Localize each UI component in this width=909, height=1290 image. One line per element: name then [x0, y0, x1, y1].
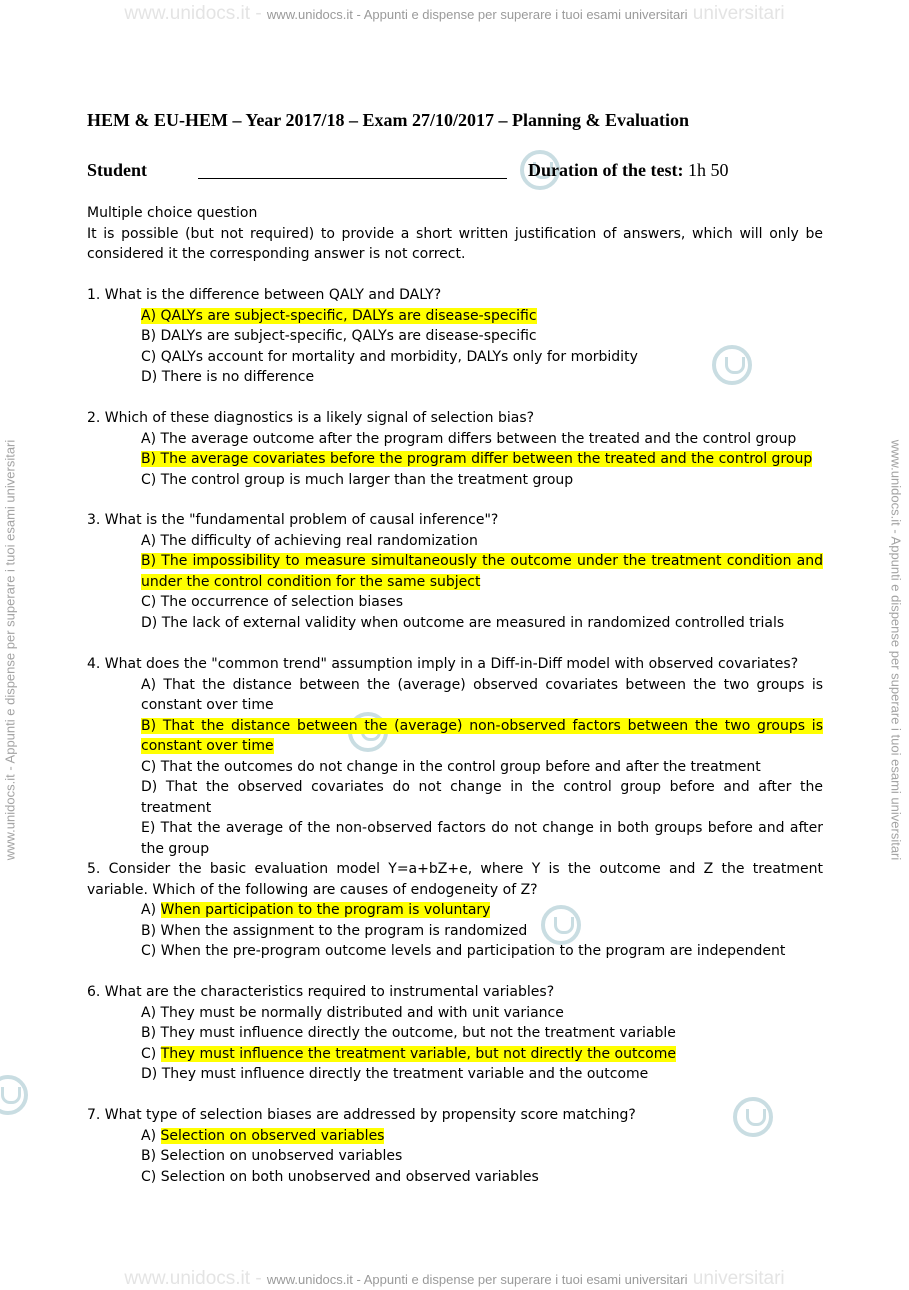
option-text: That the outcomes do not change in the control group before and after the treatment — [160, 758, 761, 775]
option-b[interactable] — [87, 449, 823, 470]
option-letter: B) — [141, 922, 161, 939]
option-text: That the distance between the (average) non-observed factors between the two groups is constant over time — [141, 717, 823, 754]
question-text: 1. What is the difference between QALY and DALY? — [87, 287, 442, 303]
question-text: 3. What is the "fundamental problem of causal inference"? — [87, 512, 499, 528]
option-text: That the average of the non-observed factors do not change in both groups before and after the group — [141, 820, 823, 857]
question-text: 7. What type of selection biases are addressed by propensity score matching? — [87, 1107, 636, 1123]
student-name-field[interactable] — [198, 162, 507, 179]
watermark-right: www.unidocs.it - Appunti e dispense per superare i tuoi esami universitari — [888, 439, 904, 861]
option-text: The control group is much larger than the treatment group — [160, 471, 574, 488]
option-a[interactable] — [87, 531, 823, 552]
option-text: The average covariates before the program differ between the treated and the control group — [160, 451, 813, 467]
option-letter: C) — [141, 758, 161, 775]
question-text: 6. What are the characteristics required to instrumental variables? — [87, 984, 555, 1000]
instructions — [87, 203, 823, 265]
option-text: When the assignment to the program is randomized — [160, 922, 528, 939]
option-letter: A) — [141, 1127, 161, 1144]
question-5 — [87, 859, 823, 962]
option-text: That the distance between the (average) observed covariates between the two groups is constant over time — [141, 676, 824, 713]
question-text: 5. Consider the basic evaluation model Y=a+bZ+e, where Y is the outcome and Z the treatment variable. Which of the following are causes of endogeneity of Z? — [87, 861, 823, 898]
question-text: 4. What does the "common trend" assumption imply in a Diff-in-Diff model with observed covariates? — [87, 656, 799, 672]
option-a[interactable] — [87, 1003, 823, 1024]
correct-answer-highlight — [161, 1128, 385, 1144]
option-text: They must influence directly the outcome, but not the treatment variable — [160, 1025, 676, 1041]
option-letter: D) — [141, 369, 162, 385]
option-a[interactable] — [87, 675, 823, 716]
option-c[interactable] — [87, 1167, 823, 1188]
option-b[interactable] — [87, 921, 823, 942]
option-letter: A) — [141, 532, 161, 549]
option-text: Selection on unobserved variables — [160, 1148, 403, 1164]
option-letter: D) — [141, 614, 162, 631]
option-b[interactable] — [87, 326, 823, 347]
option-text: When the pre-program outcome levels and participation to the program are independent — [160, 943, 786, 959]
correct-answer-highlight — [141, 451, 812, 467]
watermark-ghost: universitari — [687, 1268, 785, 1289]
option-b[interactable] — [87, 716, 823, 757]
option-b[interactable] — [87, 1146, 823, 1167]
correct-answer-highlight — [161, 1046, 676, 1062]
option-letter: C) — [141, 1045, 161, 1062]
option-letter: D) — [141, 1066, 162, 1082]
option-c[interactable] — [87, 347, 823, 368]
option-letter: B) — [141, 553, 162, 569]
question-3 — [87, 510, 823, 633]
watermark-left: www.unidocs.it - Appunti e dispense per superare i tuoi esami universitari — [2, 439, 18, 861]
question-7 — [87, 1105, 823, 1187]
option-text: That the observed covariates do not change in the control group before and after the treatment — [141, 779, 823, 816]
option-text: There is no difference — [161, 369, 315, 385]
option-c[interactable] — [87, 941, 823, 962]
watermark-top — [0, 3, 909, 25]
test-duration — [528, 160, 728, 181]
option-b[interactable] — [87, 551, 823, 592]
option-b[interactable] — [87, 1023, 823, 1044]
option-d[interactable] — [87, 367, 823, 388]
option-letter: D) — [141, 779, 166, 795]
option-a[interactable] — [87, 429, 823, 450]
option-text: QALYs are subject-specific, DALYs are disease-specific — [160, 307, 537, 324]
section-intro: It is possible (but not required) to provide a short written justification of answers, which will only be considered it the corresponding answer is not correct. — [87, 225, 823, 262]
option-letter: C) — [141, 471, 161, 488]
option-text: They must influence directly the treatment variable and the outcome — [161, 1066, 649, 1082]
option-c[interactable] — [87, 470, 823, 491]
watermark-text: www.unidocs.it - Appunti e dispense per superare i tuoi esami universitari — [266, 7, 688, 22]
option-text: QALYs account for mortality and morbidity, DALYs only for morbidity — [160, 348, 638, 365]
option-letter: A) — [141, 902, 161, 918]
option-e[interactable] — [87, 818, 823, 859]
option-letter: B) — [141, 1148, 161, 1164]
option-letter: C) — [141, 348, 161, 365]
option-d[interactable] — [87, 1064, 823, 1085]
student-label: Student — [87, 160, 148, 180]
option-c[interactable] — [87, 1044, 823, 1065]
option-letter: C) — [141, 594, 161, 610]
option-text: When participation to the program is voluntary — [160, 902, 491, 918]
option-a[interactable] — [87, 1126, 823, 1147]
duration-value: 1h 50 — [683, 160, 729, 180]
option-letter: A) — [141, 430, 161, 447]
option-text: DALYs are subject-specific, QALYs are disease-specific — [160, 328, 537, 344]
duration-label: Duration of the test: — [528, 160, 684, 180]
option-letter: A) — [141, 1004, 161, 1021]
option-letter: B) — [141, 1025, 161, 1041]
correct-answer-highlight — [161, 902, 491, 918]
correct-answer-highlight — [141, 718, 823, 755]
option-letter: B) — [141, 717, 163, 734]
option-text: The average outcome after the program differs between the treated and the control group — [160, 430, 797, 447]
question-2 — [87, 408, 823, 490]
option-c[interactable] — [87, 757, 823, 778]
option-text: They must influence the treatment variable, but not directly the outcome — [160, 1045, 676, 1062]
correct-answer-highlight — [141, 553, 823, 590]
question-4 — [87, 654, 823, 859]
option-text: Selection on observed variables — [160, 1127, 385, 1144]
option-c[interactable] — [87, 592, 823, 613]
option-text: The occurrence of selection biases — [160, 594, 404, 610]
option-letter: B) — [141, 451, 161, 467]
option-a[interactable] — [87, 306, 823, 327]
watermark-bottom — [0, 1268, 909, 1290]
option-text: They must be normally distributed and with unit variance — [160, 1004, 564, 1021]
option-letter: C) — [141, 943, 161, 959]
watermark-ghost: universitari — [687, 3, 785, 24]
correct-answer-highlight — [141, 308, 537, 324]
watermark-text: www.unidocs.it - Appunti e dispense per superare i tuoi esami universitari — [266, 1272, 688, 1287]
option-letter: C) — [141, 1168, 161, 1185]
exam-title: HEM & EU-HEM – Year 2017/18 – Exam 27/10/2017 – Planning & Evaluation — [87, 110, 690, 130]
watermark-ghost: www.unidocs.it - — [124, 3, 267, 24]
option-d[interactable] — [87, 613, 823, 634]
option-text: The difficulty of achieving real randomization — [160, 532, 478, 549]
option-d[interactable] — [87, 777, 823, 818]
question-6 — [87, 982, 823, 1085]
option-a[interactable] — [87, 900, 823, 921]
option-text: The lack of external validity when outcome are measured in randomized controlled trials — [161, 614, 785, 631]
option-text: Selection on both unobserved and observed variables — [160, 1168, 539, 1185]
question-text: 2. Which of these diagnostics is a likely signal of selection bias? — [87, 410, 535, 426]
question-1 — [87, 285, 823, 388]
option-letter: A) — [141, 307, 161, 324]
option-letter: B) — [141, 328, 161, 344]
option-letter: A) — [141, 676, 164, 693]
option-text: The impossibility to measure simultaneously the outcome under the treatment condition and under the control condition for the same subject — [141, 553, 823, 590]
section-heading: Multiple choice question — [87, 205, 258, 221]
option-letter: E) — [141, 820, 161, 836]
unidocs-logo-icon — [0, 1075, 28, 1115]
watermark-ghost: www.unidocs.it - — [124, 1268, 267, 1289]
